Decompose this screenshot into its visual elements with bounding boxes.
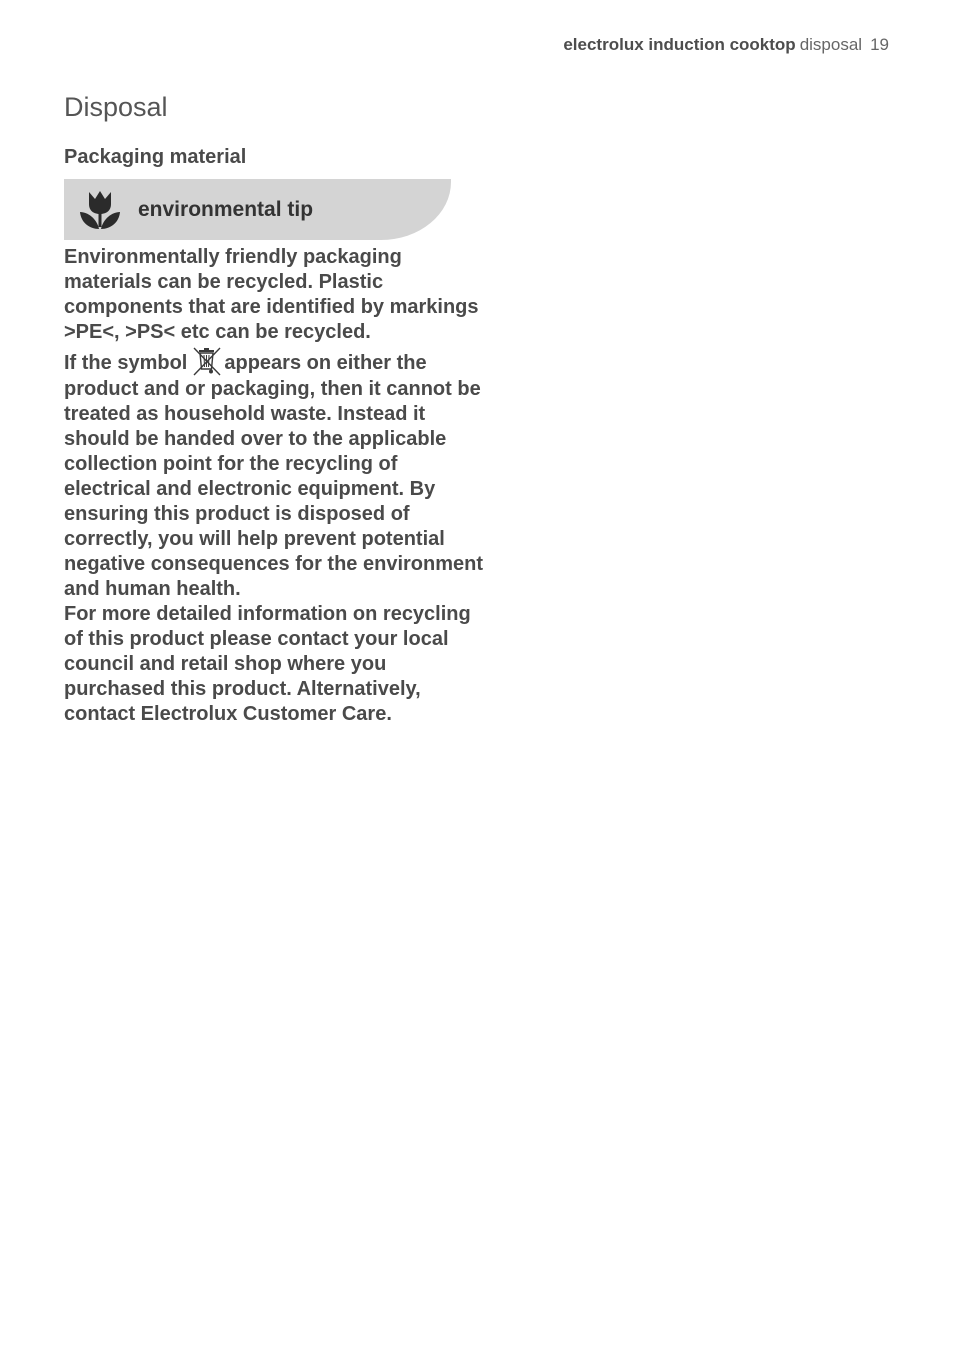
tip-label: environmental tip — [138, 197, 314, 221]
tulip-icon — [78, 188, 122, 232]
page-number: 19 — [870, 35, 889, 54]
header-brand: electrolux induction cooktop — [563, 35, 796, 54]
weee-text-after: appears on either the product and or packaging, then it cannot be treated as household waste. Instead it should be handed over to the applicable collection point for the recycling of electrical and electronic equipment. By ensuring this product is disposed of correctly, you will help prevent potential negative consequences for the environment and human health. — [64, 352, 483, 600]
page-title: Disposal — [64, 92, 168, 122]
packaging-paragraph: Environmentally friendly packaging materials can be recycled. Plastic components that are identified by markings >PE<, >PS< etc can be recycled. — [64, 246, 479, 343]
weee-text-before: If the symbol — [64, 352, 188, 374]
running-header — [563, 35, 889, 55]
environmental-tip-banner — [64, 179, 451, 240]
disposal-body — [64, 245, 484, 727]
weee-paragraph — [64, 345, 484, 602]
section-subheading: Packaging material — [64, 146, 247, 168]
crossed-out-wheelie-bin-icon — [191, 345, 223, 377]
header-section: disposal — [799, 35, 863, 54]
further-info-paragraph: For more detailed information on recycling of this product please contact your local council and retail shop where you purchased this product. Alternatively, contact Electrolux Customer Care. — [64, 603, 471, 725]
